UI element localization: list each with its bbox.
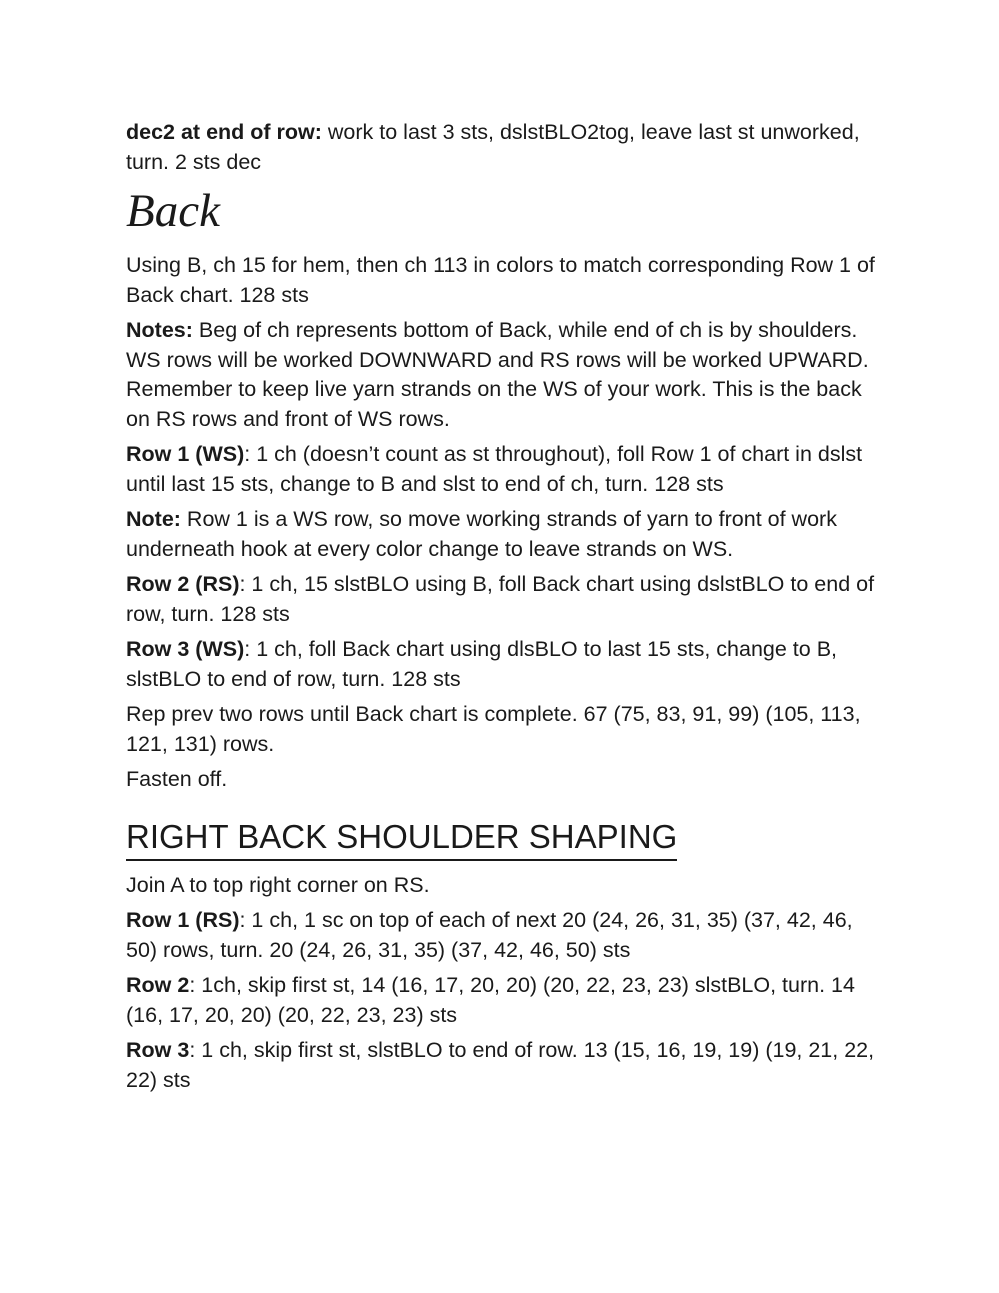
row-3-label: Row 3 (WS) bbox=[126, 637, 245, 661]
row-2-text: : 1 ch, 15 slstBLO using B, foll Back chart using dslstBLO to end of row, turn. 128 sts bbox=[126, 572, 875, 626]
row-2-label: Row 2 (RS) bbox=[126, 572, 240, 596]
back-fasten-off: Fasten off. bbox=[126, 767, 228, 791]
dec2-instruction bbox=[126, 118, 886, 177]
notes-text: Beg of ch represents bottom of Back, while end of ch is by shoulders. WS rows will be worked DOWNWARD and RS rows will be worked UPWARD. Remember to keep live yarn strands on the WS of your work. This is the back on RS rows and front of WS rows. bbox=[126, 318, 869, 431]
shoulder-row-3 bbox=[126, 1036, 886, 1095]
dec2-label: dec2 at end of row: bbox=[126, 120, 322, 144]
back-row-2 bbox=[126, 570, 886, 629]
row-1-label: Row 1 (WS) bbox=[126, 442, 245, 466]
notes-label: Notes: bbox=[126, 318, 193, 342]
back-setup: Using B, ch 15 for hem, then ch 113 in colors to match corresponding Row 1 of Back chart. 128 sts bbox=[126, 253, 875, 307]
shoulder-row-2-label: Row 2 bbox=[126, 973, 190, 997]
back-note bbox=[126, 505, 886, 564]
shoulder-row-2 bbox=[126, 971, 886, 1030]
shoulder-row-1-label: Row 1 (RS) bbox=[126, 908, 240, 932]
shoulder-row-1-text: : 1 ch, 1 sc on top of each of next 20 (24, 26, 31, 35) (37, 42, 46, 50) rows, turn. 20 (24, 26, 31, 35) (37, 42, 46, 50) sts bbox=[126, 908, 853, 962]
back-notes bbox=[126, 316, 886, 434]
row-3-text: : 1 ch, foll Back chart using dlsBLO to last 15 sts, change to B, slstBLO to end of row, turn. 128 sts bbox=[126, 637, 838, 691]
shoulder-section-title: RIGHT BACK SHOULDER SHAPING bbox=[126, 817, 677, 861]
back-row-1 bbox=[126, 440, 886, 499]
dec2-text: work to last 3 sts, dslstBLO2tog, leave last st unworked, turn. 2 sts dec bbox=[126, 120, 860, 174]
pattern-page bbox=[126, 118, 886, 1101]
note-text: Row 1 is a WS row, so move working strands of yarn to front of work underneath hook at every color change to leave strands on WS. bbox=[126, 507, 837, 561]
row-1-text: : 1 ch (doesn’t count as st throughout), foll Row 1 of chart in dslst until last 15 sts, change to B and slst to end of ch, turn. 128 sts bbox=[126, 442, 863, 496]
shoulder-row-2-text: : 1ch, skip first st, 14 (16, 17, 20, 20) (20, 22, 23, 23) slstBLO, turn. 14 (16, 17, 20, 20) (20, 22, 23, 23) sts bbox=[126, 973, 855, 1027]
note-label: Note: bbox=[126, 507, 181, 531]
shoulder-row-3-text: : 1 ch, skip first st, slstBLO to end of row. 13 (15, 16, 19, 19) (19, 21, 22, 22) sts bbox=[126, 1038, 875, 1092]
back-repeat: Rep prev two rows until Back chart is complete. 67 (75, 83, 91, 99) (105, 113, 121, 131) rows. bbox=[126, 702, 861, 756]
back-row-3 bbox=[126, 635, 886, 694]
back-section-title: Back bbox=[126, 185, 220, 237]
shoulder-join: Join A to top right corner on RS. bbox=[126, 872, 430, 897]
shoulder-row-3-label: Row 3 bbox=[126, 1038, 190, 1062]
shoulder-row-1 bbox=[126, 906, 886, 965]
